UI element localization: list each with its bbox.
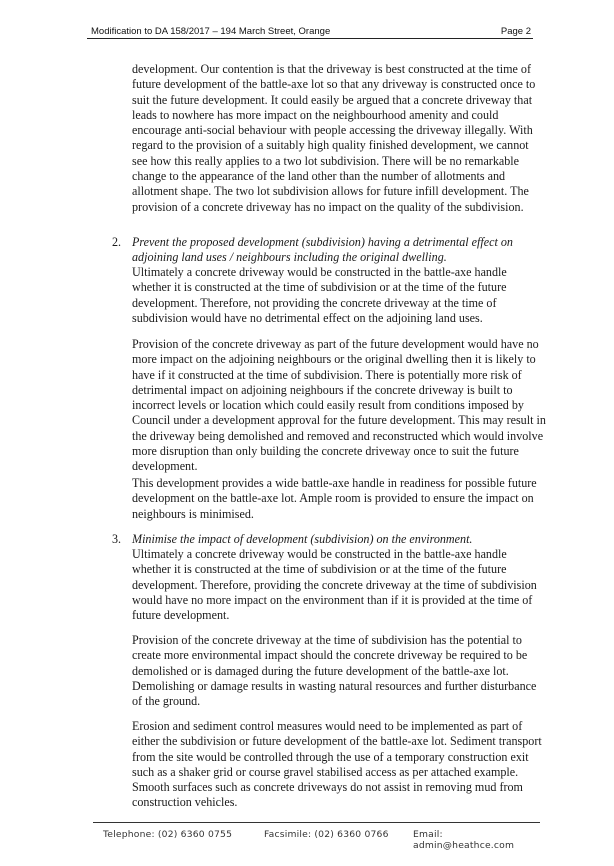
item-3-number: 3. xyxy=(112,532,122,546)
page-header xyxy=(87,25,533,39)
item-2-paragraph-2: Provision of the concrete driveway as part of the future development would have no more impact on the adjoining neighbours or the original dwelling then it is likely to have if it constructed at the time of subdivision. There is potentially more risk of detrimental impact on adjoining neighbours if the concrete driveway is built to incorrect levels or location which could easily result from conditions imposed by Council under a development approval for the future development. This may result in the driveway being demolished and removed and reconstructed which would involve more disruption than only building the concrete driveway once to suit the future development. xyxy=(132,337,546,474)
item-2-paragraph-3: This development provides a wide battle-axe handle in readiness for possible future development on the battle-axe lot. Ample room is provided to ensure the impact on neighbours is minimised. xyxy=(132,476,537,521)
item-3-paragraph-1: Ultimately a concrete driveway would be constructed in the battle-axe handle whether it is constructed at the time of subdivision or at the time of the future development. Therefore, providing the concrete driveway at the time of subdivision would have no more impact on the environment than if it is provided at the time of future development. xyxy=(132,547,537,623)
intro-paragraph: development. Our contention is that the driveway is best constructed at the time of future development of the battle-axe lot so that any driveway is constructed once to suit the future development. It could easily be argued that a concrete driveway that leads to nowhere has more impact on the neighbourhood amenity and could encourage anti-social behaviour with people accessing the driveway illegally. With regard to the provision of a suitably high quality finished development, we cannot see how this really applies to a two lot subdivision. There will be no remarkable change to the appearance of the land other than the number of allotments and allotment shape. The two lot subdivision allows for future infill development. The provision of a concrete driveway has no impact on the quality of the subdivision. xyxy=(132,62,536,214)
item-2-paragraph-1: Ultimately a concrete driveway would be constructed in the battle-axe handle whether it is constructed at the time of subdivision or at the time of the future development. Therefore, not providing the concrete driveway at the time of subdivision would have no detrimental effect on the adjoining land uses. xyxy=(132,265,507,325)
item-3-paragraph-3: Erosion and sediment control measures would need to be implemented as part of either the subdivision or future development of the battle-axe lot. Sediment transport from the site would be controlled through the use of a temporary construction exit such as a shaker grid or course gravel stabilised access as per attached example. Smooth surfaces such as concrete driveways do not assist in removing mud from construction vehicles. xyxy=(132,719,542,810)
page-footer xyxy=(93,827,540,851)
item-2-heading: Prevent the proposed development (subdivision) having a detrimental effect on adjoining land uses / neighbours including the original dwelling. xyxy=(132,235,513,265)
footer-facsimile: Facsimile: (02) 6360 0766 xyxy=(264,829,389,840)
item-2-number: 2. xyxy=(112,235,122,249)
item-3-paragraph-2: Provision of the concrete driveway at the time of subdivision has the potential to create more environmental impact should the concrete driveway be required to be demolished or is damaged during the future development of the battle-axe lot. Demolishing or damage results in wasting natural resources and further disturbance of the ground. xyxy=(132,633,537,709)
footer-telephone: Telephone: (02) 6360 0755 xyxy=(103,829,233,840)
footer-email: Email: admin@heathce.com xyxy=(413,829,515,851)
page-number: Page 2 xyxy=(500,26,531,37)
item-3-heading: Minimise the impact of development (subdivision) on the environment. xyxy=(132,532,473,546)
footer-divider xyxy=(93,822,540,823)
header-divider xyxy=(87,38,533,39)
document-title: Modification to DA 158/2017 – 194 March Street, Orange xyxy=(91,26,331,37)
